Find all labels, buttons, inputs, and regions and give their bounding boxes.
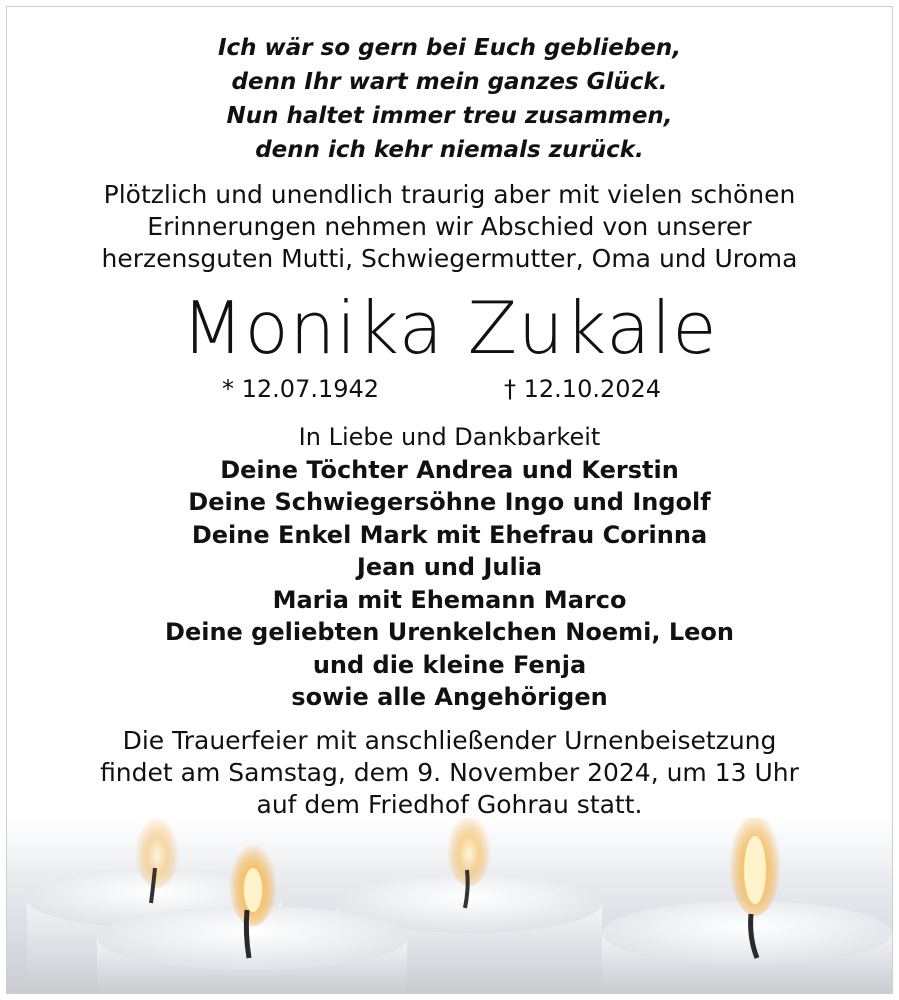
family-line: Deine geliebten Urenkelchen Noemi, Leon	[165, 618, 734, 646]
poem-line: denn Ihr wart mein ganzes Glück.	[231, 69, 668, 95]
candles-image	[7, 818, 892, 993]
poem	[7, 31, 892, 167]
family-lead: In Liebe und Dankbarkeit	[298, 423, 601, 451]
service-line: auf dem Friedhof Gohrau statt.	[256, 789, 643, 819]
service-line: Die Trauerfeier mit anschließender Urnenbeisetzung	[122, 725, 777, 755]
funeral-service-info	[7, 725, 892, 821]
family-line: Jean und Julia	[356, 553, 543, 581]
family-line: und die kleine Fenja	[312, 650, 587, 679]
poem-line: Nun haltet immer treu zusammen,	[226, 103, 673, 129]
notice-text	[7, 7, 892, 821]
poem-line: denn ich kehr niemals zurück.	[255, 137, 644, 163]
intro-text	[7, 179, 892, 275]
family-line: Deine Töchter Andrea und Kerstin	[220, 455, 679, 484]
deceased-name: Monika Zukale	[181, 286, 718, 370]
intro-line: Erinnerungen nehmen wir Abschied von unserer	[147, 212, 752, 241]
life-dates	[7, 369, 892, 409]
family-list	[7, 421, 892, 714]
family-line: Deine Schwiegersöhne Ingo und Ingolf	[188, 488, 711, 516]
birth-date: * 12.07.1942	[222, 375, 380, 403]
intro-line: herzensguten Mutti, Schwiegermutter, Oma und Uroma	[101, 244, 798, 273]
family-line: Deine Enkel Mark mit Ehefrau Corinna	[191, 520, 708, 549]
family-line: sowie alle Angehörigen	[291, 683, 608, 711]
service-line: findet am Samstag, dem 9. November 2024, um 13 Uhr	[100, 757, 799, 787]
obituary-notice	[6, 6, 893, 994]
poem-line: Ich wär so gern bei Euch geblieben,	[217, 35, 682, 61]
family-line: Maria mit Ehemann Marco	[272, 585, 627, 614]
death-date: † 12.10.2024	[504, 375, 662, 403]
intro-line: Plötzlich und unendlich traurig aber mit vielen schönen	[103, 180, 796, 209]
